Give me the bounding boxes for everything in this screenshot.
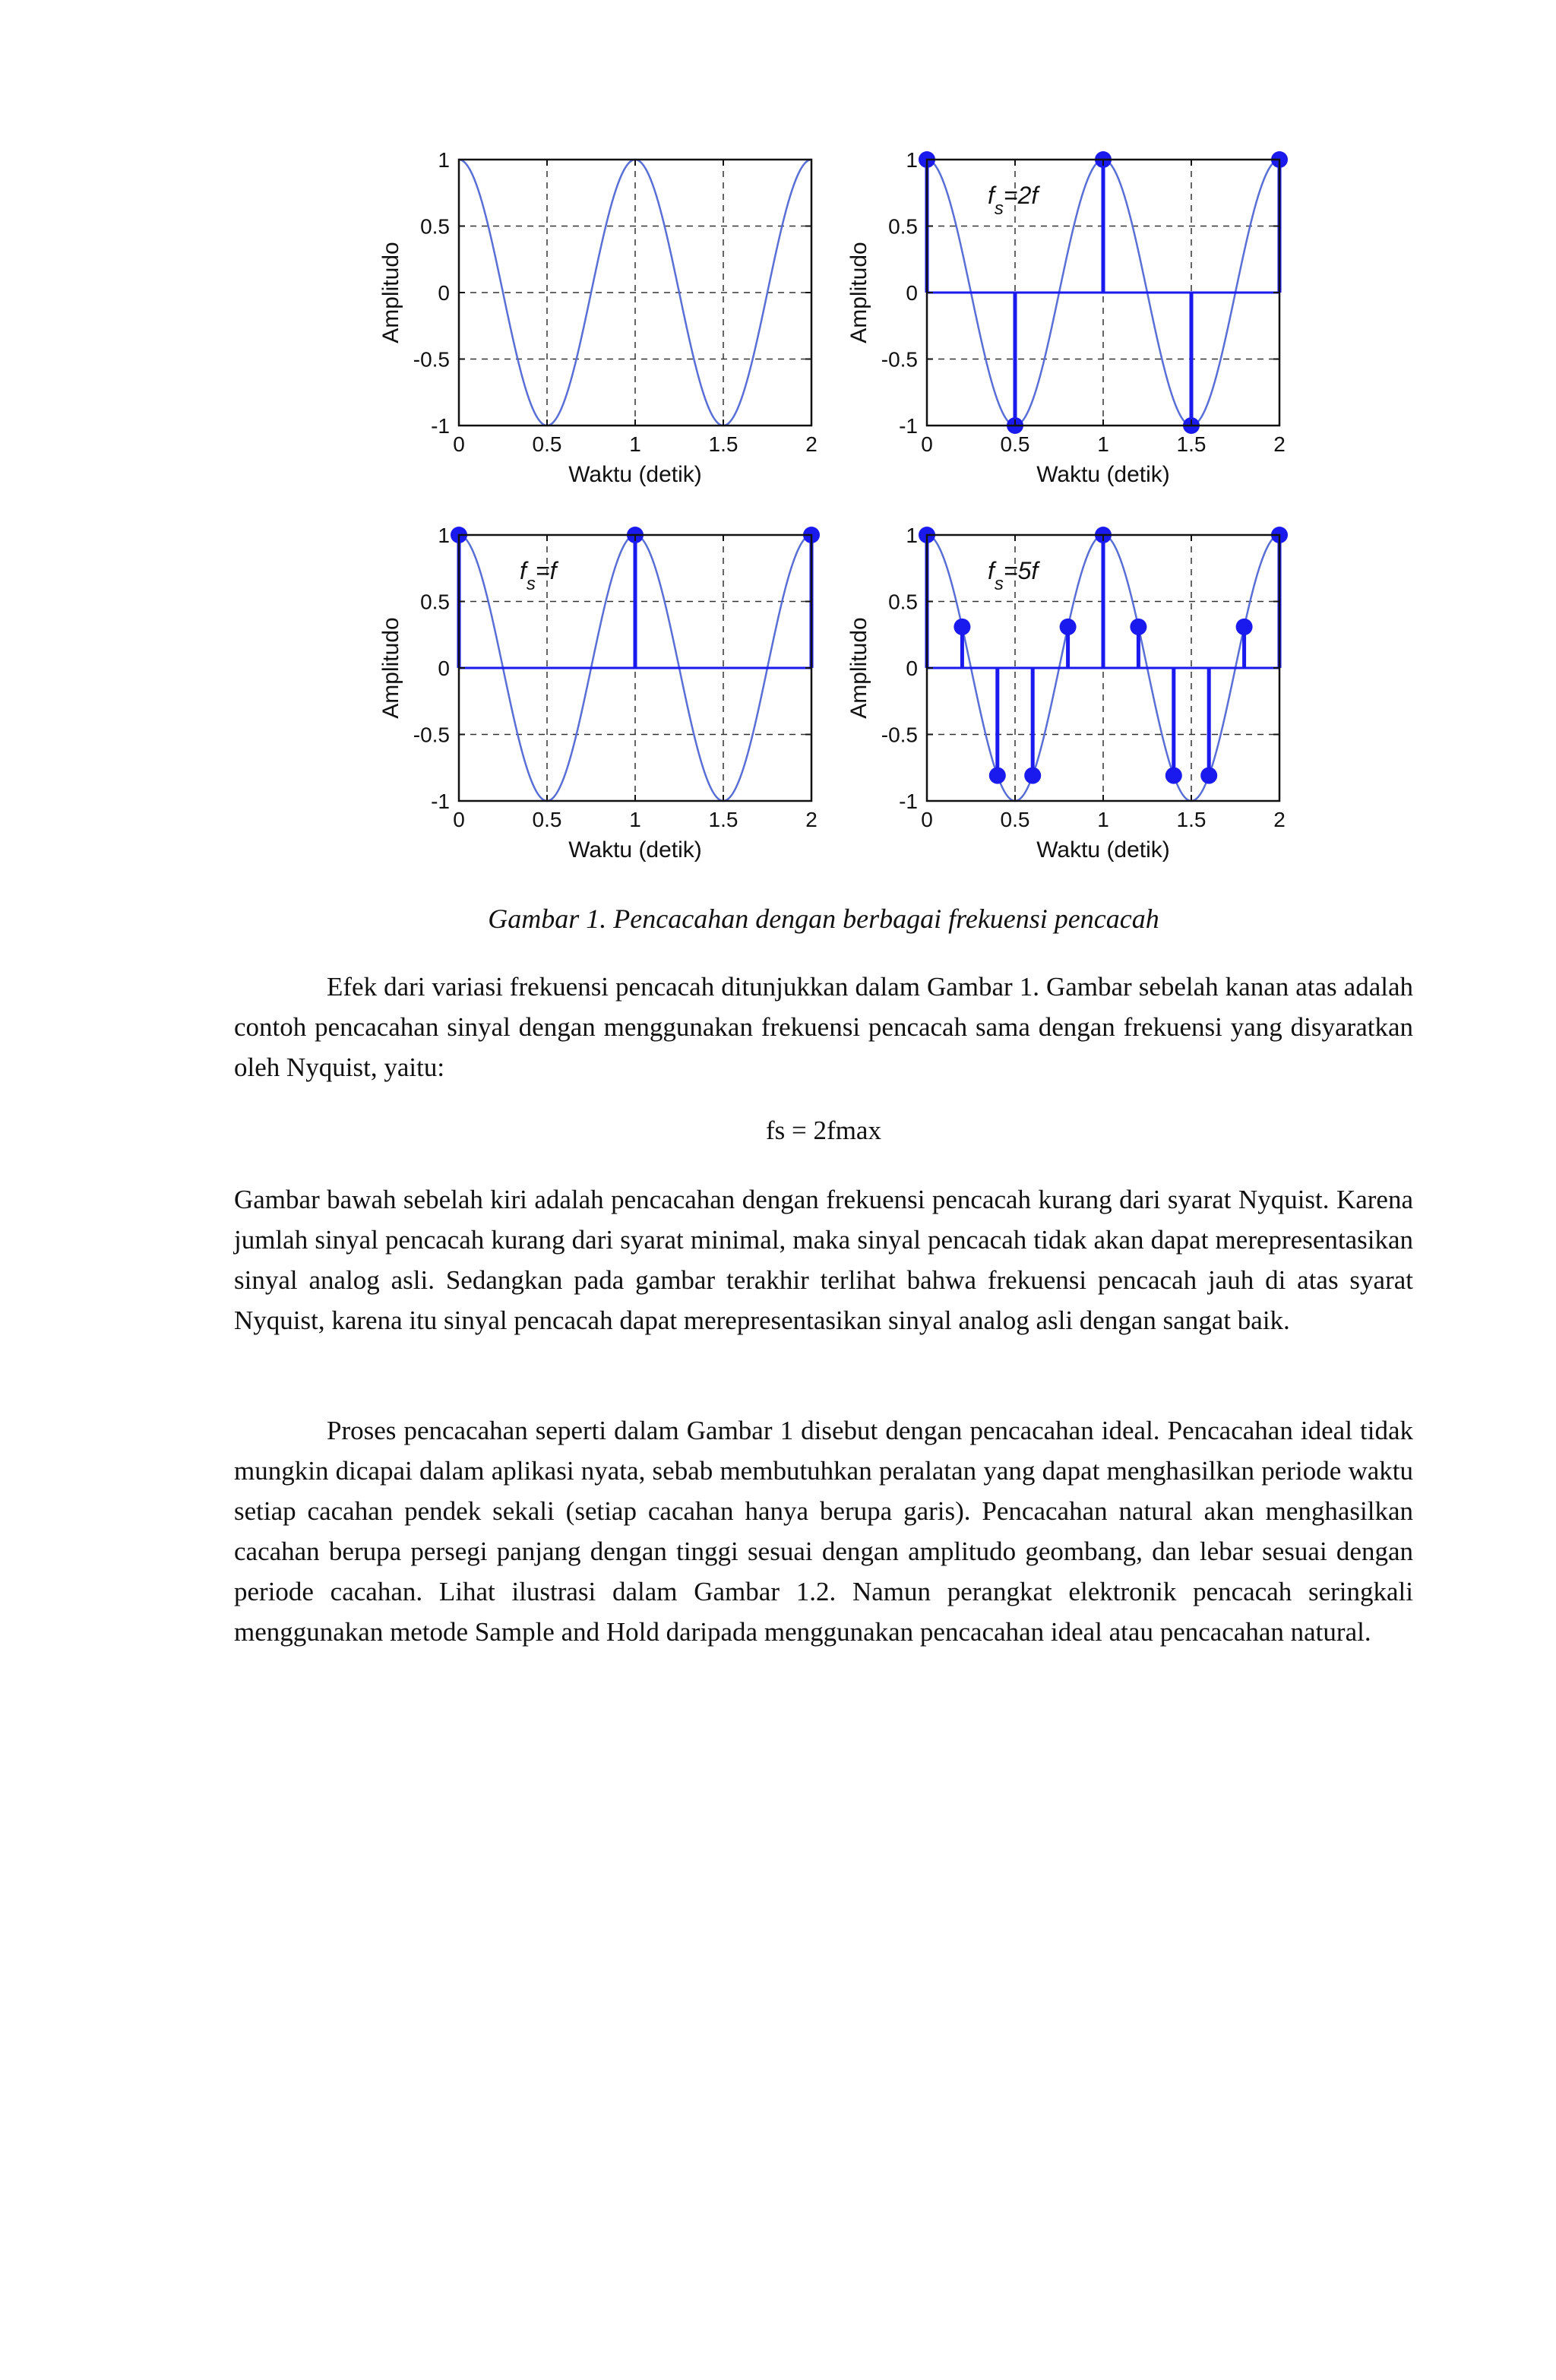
- figure-caption: Gambar 1. Pencacahan dengan berbagai frekuensi pencacah: [488, 904, 1159, 934]
- sample-point: [1200, 767, 1217, 784]
- y-tick-label: -0.5: [881, 723, 918, 747]
- y-tick-label: 0.5: [420, 590, 450, 614]
- x-tick-label: 0.5: [532, 808, 562, 831]
- paragraph-3: Proses pencacahan seperti dalam Gambar 1 disebut dengan pencacahan ideal. Pencacahan ideal tidak mungkin dicapai dalam aplikasi nyata, sebab membutuhkan peralatan yang dapat menghasilkan periode waktu setiap cacahan pendek sekali (setiap cacahan hanya berupa garis). Pencacahan natural akan menghasilkan cacahan berupa persegi panjang dengan tinggi sesuai dengan amplitudo geombang, dan lebar sesuai dengan periode cacahan. Lihat ilustrasi dalam Gambar 1.2. Namun perangkat elektronik pencacah seringkali menggunakan metode Sample and Hold daripada menggunakan pencacahan ideal atau pencacahan natural.: [234, 1416, 1413, 1647]
- x-tick-label: 0: [921, 808, 933, 831]
- y-tick-label: -1: [899, 414, 918, 438]
- paragraph-2: Gambar bawah sebelah kiri adalah pencacahan dengan frekuensi pencacah kurang dari syarat Nyquist. Karena jumlah sinyal pencacah kurang dari syarat minimal, maka sinyal pencacah tidak akan dapat merepresentasikan sinyal analog asli. Sedangkan pada gambar terakhir terlihat bahwa frekuensi pencacah jauh di atas syarat Nyquist, karena itu sinyal pencacah dapat merepresentasikan sinyal analog asli dengan sangat baik.: [234, 1185, 1413, 1335]
- annotation-rest: =5f: [1003, 557, 1039, 584]
- panel-top-left: [378, 148, 818, 487]
- sample-point: [989, 767, 1006, 784]
- x-tick-label: 0: [453, 808, 465, 831]
- y-tick-label: -0.5: [413, 723, 450, 747]
- y-tick-label: 1: [438, 524, 450, 547]
- x-tick-label: 1.5: [1176, 808, 1207, 831]
- x-tick-label: 2: [805, 808, 818, 831]
- y-tick-label: 0: [906, 281, 918, 305]
- x-tick-label: 0: [453, 432, 465, 456]
- y-tick-label: 0.5: [888, 214, 918, 239]
- y-axis-label: Amplitudo: [378, 617, 403, 719]
- sample-point: [1236, 619, 1253, 635]
- y-tick-label: 0.5: [888, 590, 918, 614]
- x-tick-label: 2: [805, 432, 818, 456]
- x-tick-label: 1.5: [1176, 432, 1207, 456]
- annotation-sub: s: [526, 574, 536, 594]
- x-tick-label: 2: [1273, 808, 1286, 831]
- y-tick-label: 0.5: [420, 214, 450, 239]
- x-tick-label: 1: [629, 808, 641, 831]
- x-axis-label: Waktu (detik): [1036, 462, 1170, 487]
- y-axis-label: Amplitudo: [378, 242, 403, 343]
- paragraph-1: Efek dari variasi frekuensi pencacah ditunjukkan dalam Gambar 1. Gambar sebelah kanan atas adalah contoh pencacahan sinyal dengan menggunakan frekuensi pencacah sama dengan frekuensi yang disyaratkan oleh Nyquist, yaitu:: [234, 972, 1413, 1082]
- figure-sampling-plots: [349, 137, 1307, 897]
- annotation-f: f: [988, 557, 995, 584]
- y-tick-label: -1: [431, 790, 450, 813]
- x-tick-label: 1: [1097, 808, 1109, 831]
- sampling-charts: [349, 137, 1307, 897]
- y-tick-label: 0: [438, 657, 450, 680]
- x-axis-label: Waktu (detik): [568, 837, 702, 862]
- y-axis-label: Amplitudo: [846, 617, 871, 719]
- annotation-f: f: [520, 557, 527, 584]
- y-tick-label: 0: [906, 657, 918, 680]
- sampling-annotation: [988, 557, 1040, 594]
- panel-top-right: [846, 148, 1288, 487]
- x-axis-label: Waktu (detik): [568, 462, 702, 487]
- sample-point: [1165, 767, 1182, 784]
- x-tick-label: 0: [921, 432, 933, 456]
- panel-bottom-right: [846, 524, 1288, 862]
- sample-point: [1060, 619, 1077, 635]
- sample-point: [1130, 619, 1146, 635]
- annotation-f: f: [988, 182, 995, 209]
- sample-point: [1024, 767, 1041, 784]
- x-tick-label: 2: [1273, 432, 1286, 456]
- x-tick-label: 0.5: [1000, 432, 1030, 456]
- y-tick-label: 1: [906, 524, 918, 547]
- annotation-rest: =2f: [1003, 182, 1039, 209]
- panel-bottom-left: [378, 524, 820, 862]
- sampling-annotation: [988, 182, 1040, 219]
- sampling-annotation: [520, 557, 559, 594]
- y-tick-label: 0: [438, 281, 450, 305]
- y-tick-label: -1: [431, 414, 450, 438]
- x-tick-label: 0.5: [1000, 808, 1030, 831]
- y-tick-label: 1: [906, 148, 918, 172]
- formula-nyquist: fs = 2fmax: [766, 1116, 881, 1145]
- annotation-sub: s: [994, 198, 1004, 219]
- x-axis-label: Waktu (detik): [1036, 837, 1170, 862]
- y-tick-label: -1: [899, 790, 918, 813]
- annotation-sub: s: [994, 574, 1004, 594]
- y-axis-label: Amplitudo: [846, 242, 871, 343]
- x-tick-label: 1: [629, 432, 641, 456]
- x-tick-label: 1.5: [708, 808, 738, 831]
- x-tick-label: 1.5: [708, 432, 738, 456]
- annotation-rest: =f: [535, 557, 557, 584]
- x-tick-label: 0.5: [532, 432, 562, 456]
- y-tick-label: -0.5: [413, 347, 450, 372]
- y-tick-label: 1: [438, 148, 450, 172]
- sample-point: [954, 619, 970, 635]
- y-tick-label: -0.5: [881, 347, 918, 372]
- x-tick-label: 1: [1097, 432, 1109, 456]
